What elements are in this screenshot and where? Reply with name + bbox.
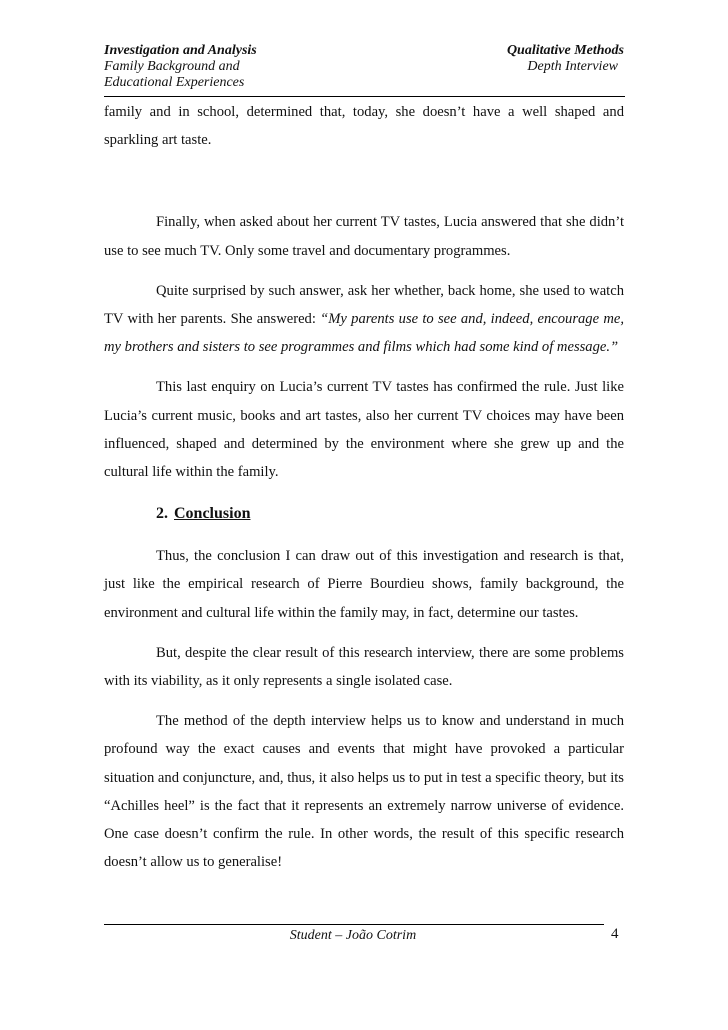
- paragraph-continued: family and in school, determined that, today, she doesn’t have a well shaped and sparkling art taste.: [104, 104, 624, 149]
- header-topic-line-1: Family Background and: [104, 59, 240, 74]
- header-divider: [104, 96, 625, 97]
- document-body: [104, 98, 624, 876]
- section-heading: [104, 500, 624, 528]
- section-number: 2.: [156, 505, 168, 523]
- header-course-title: Investigation and Analysis: [104, 43, 257, 58]
- header-topic-line-2: Educational Experiences: [104, 75, 245, 90]
- section-title: Conclusion: [174, 505, 251, 523]
- paragraph-method: The method of the depth interview helps us to know and understand in much profound way the exact causes and events that might have provoked a particular situation and conjuncture, and, thus, it also helps us to put in test a specific theory, but its “Achilles heel” is the fact that it represents an extremely narrow universe of evidence. One case doesn’t confirm the rule. In other words, the result of this specific research doesn’t allow us to generalise!: [104, 713, 624, 871]
- paragraph-parents: [104, 277, 624, 362]
- paragraph-confirmed-rule: This last enquiry on Lucia’s current TV tastes has confirmed the rule. Just like Lucia’s current music, books and art tastes, also her current TV choices may have been influenced, shaped and determined by the environment where she grew up and the cultural life within the family.: [104, 379, 624, 481]
- page-number: 4: [611, 926, 619, 942]
- paragraph-parents-quote: “My parents use to see and, indeed, encourage me, my brothers and sisters to see programmes and films which had some kind of message.”: [104, 311, 624, 356]
- header-module-sub: Depth Interview: [527, 59, 618, 74]
- paragraph-parents-text: Quite surprised by such answer, ask her whether, back home, she used to watch TV with her parents. She answered:: [104, 282, 624, 328]
- paragraph-viability: But, despite the clear result of this research interview, there are some problems with its viability, as it only represents a single isolated case.: [104, 644, 624, 690]
- header-right: [404, 43, 624, 75]
- footer-divider: [104, 924, 604, 925]
- paragraph-conclusion: Thus, the conclusion I can draw out of this investigation and research is that, just like the empirical research of Pierre Bourdieu shows, family background, the environment and cultural life within the family may, in fact, determine our tastes.: [104, 548, 624, 621]
- header-module-title: Qualitative Methods: [506, 43, 624, 58]
- footer-student-name: Student – João Cotrim: [289, 928, 417, 943]
- header-left: [104, 43, 404, 91]
- paragraph-tv-tastes: Finally, when asked about her current TV tastes, Lucia answered that she didn’t use to see much TV. Only some travel and documentary programmes.: [104, 214, 624, 259]
